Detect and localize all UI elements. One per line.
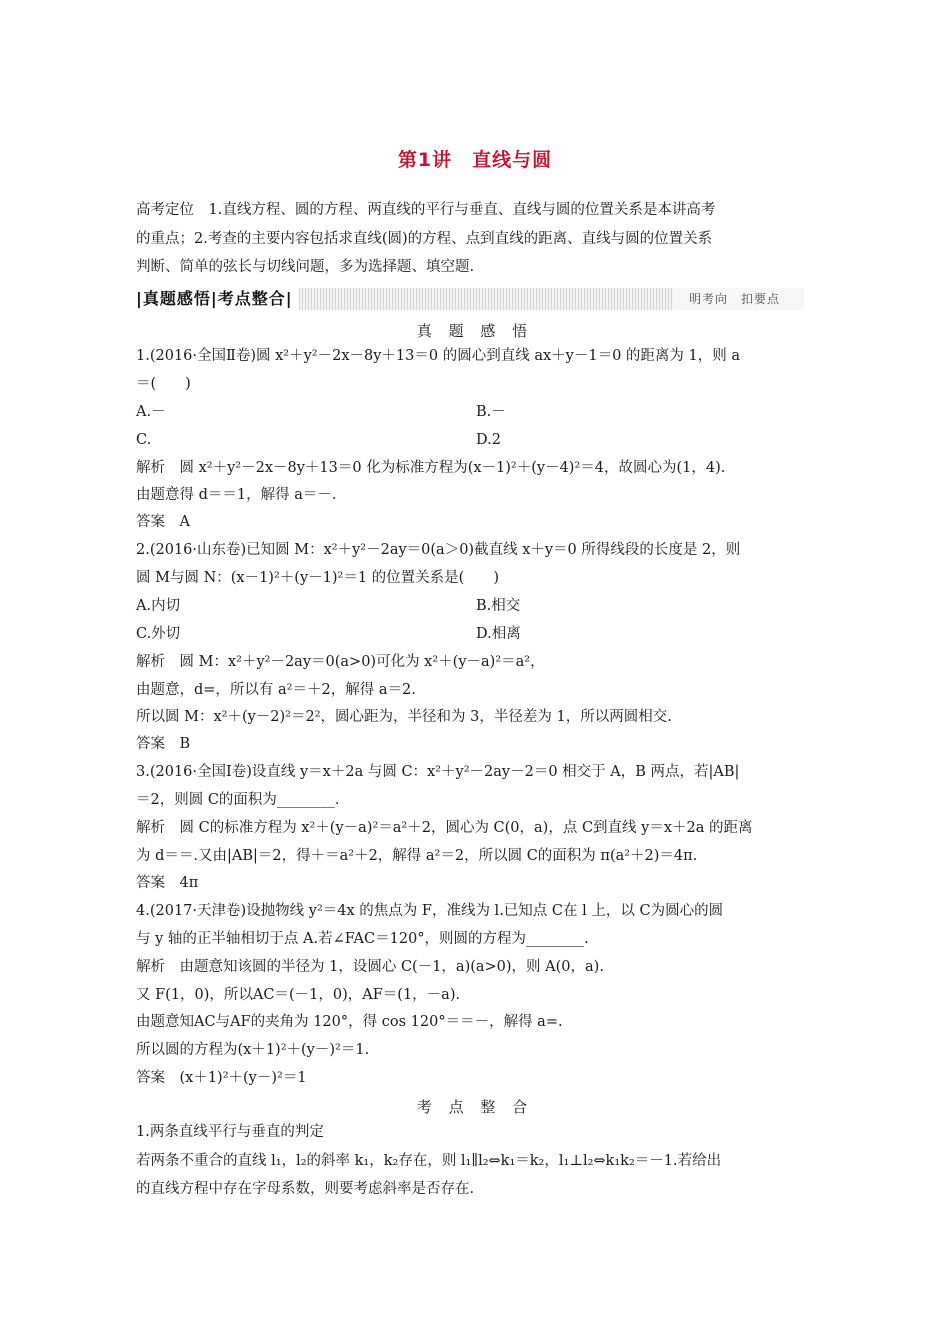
intro-line-1: 高考定位 1.直线方程、圆的方程、两直线的平行与垂直、直线与圆的位置关系是本讲高考 — [136, 202, 716, 218]
q2-option-b: B.相交 — [476, 598, 521, 614]
q2-stem-line-2: 圆 M与圆 N：(x－1)²＋(y－1)²＝1 的位置关系是( ) — [136, 570, 499, 586]
q2-answer: 答案 B — [136, 736, 191, 752]
section-title-real-questions: 真 题 感 悟 — [416, 322, 534, 340]
q1-solution-line-1: 解析 圆 x²＋y²－2x－8y＋13＝0 化为标准方程为(x－1)²＋(y－4)²＝4，故圆心为(1，4). — [136, 460, 726, 476]
q4-solution-line-2: 又 F(1，0)，所以AC＝(－1，0)，AF＝(1，－a). — [136, 987, 461, 1003]
q1-option-c: C. — [136, 432, 152, 448]
q2-option-c: C.外切 — [136, 626, 181, 642]
q2-option-a: A.内切 — [136, 598, 181, 614]
banner-right-label: 明考向 扣要点 — [673, 288, 804, 310]
intro-line-3: 判断、简单的弦长与切线问题，多为选择题、填空题. — [136, 259, 475, 275]
q1-solution-line-2: 由题意得 d＝＝1，解得 a＝－. — [136, 487, 337, 503]
q1-stem-line-2: ＝( ) — [136, 376, 191, 392]
q4-solution-line-4: 所以圆的方程为(x＋1)²＋(y－)²＝1. — [136, 1042, 370, 1058]
q2-option-d: D.相离 — [476, 626, 521, 642]
q3-stem-line-1: 3.(2016·全国Ⅰ卷)设直线 y＝x＋2a 与圆 C：x²＋y²－2ay－2＝0 相交于 A，B 两点，若|AB| — [136, 764, 740, 780]
q3-solution-line-1: 解析 圆 C的标准方程为 x²＋(y－a)²＝a²＋2，圆心为 C(0，a)，点 C到直线 y＝x＋2a 的距离 — [136, 820, 753, 836]
q1-stem-line-1: 1.(2016·全国Ⅱ卷)圆 x²＋y²－2x－8y＋13＝0 的圆心到直线 ax＋y－1＝0 的距离为 1，则 a — [136, 348, 740, 364]
q2-solution-line-2: 由题意，d=，所以有 a²＝＋2，解得 a＝2. — [136, 682, 416, 698]
key-point-1-line-2: 的直线方程中存在字母系数，则要考虑斜率是否存在. — [136, 1181, 475, 1197]
q1-options-row-2 — [136, 430, 501, 450]
q2-options-row-1 — [136, 596, 521, 616]
page-title: 第1讲 直线与圆 — [397, 149, 553, 171]
section-title-key-points: 考 点 整 合 — [416, 1098, 534, 1116]
q1-option-d: D.2 — [476, 432, 501, 448]
q2-solution-line-3: 所以圆 M：x²＋(y－2)²＝2²，圆心距为，半径和为 3，半径差为 1，所以两圆相交. — [136, 709, 672, 725]
q1-options-row-1 — [136, 402, 506, 422]
q2-stem-line-1: 2.(2016·山东卷)已知圆 M：x²＋y²－2ay＝0(a＞0)截直线 x＋y＝0 所得线段的长度是 2，则 — [136, 542, 741, 558]
q1-answer: 答案 A — [136, 514, 190, 530]
key-point-1-line-1: 若两条不重合的直线 l₁，l₂的斜率 k₁，k₂存在，则 l₁∥l₂⇔k₁＝k₂，l₁⊥l₂⇔k₁k₂＝－1.若给出 — [136, 1153, 722, 1169]
banner-label: |真题感悟|考点整合| — [134, 288, 299, 310]
intro-line-2: 的重点；2.考查的主要内容包括求直线(圆)的方程、点到直线的距离、直线与圆的位置关系 — [136, 231, 713, 247]
q4-stem-line-2: 与 y 轴的正半轴相切于点 A.若∠FAC＝120°，则圆的方程为________. — [136, 931, 589, 947]
q4-answer: 答案 (x＋1)²＋(y－)²＝1 — [136, 1070, 307, 1086]
q2-options-row-2 — [136, 624, 521, 644]
q3-answer: 答案 4π — [136, 875, 199, 891]
q4-solution-line-1: 解析 由题意知该圆的半径为 1，设圆心 C(－1，a)(a>0)，则 A(0，a). — [136, 959, 604, 975]
q3-stem-line-2: ＝2，则圆 C的面积为________. — [136, 792, 340, 808]
q4-solution-line-3: 由题意知AC与AF的夹角为 120°，得 cos 120°＝＝－，解得 a=. — [136, 1014, 563, 1030]
q4-stem-line-1: 4.(2017·天津卷)设抛物线 y²＝4x 的焦点为 F，准线为 l.已知点 C在 l 上，以 C为圆心的圆 — [136, 903, 724, 919]
q3-solution-line-2: 为 d＝＝.又由|AB|＝2，得＋＝a²＋2，解得 a²＝2，所以圆 C的面积为 π(a²＋2)＝4π. — [136, 848, 698, 864]
section-banner — [134, 288, 804, 310]
key-point-1-heading: 1.两条直线平行与垂直的判定 — [136, 1124, 324, 1140]
q1-option-a: A.－ — [136, 404, 166, 420]
q2-solution-line-1: 解析 圆 M：x²＋y²－2ay＝0(a>0)可化为 x²＋(y－a)²＝a²， — [136, 654, 545, 670]
q1-option-b: B.－ — [476, 404, 506, 420]
